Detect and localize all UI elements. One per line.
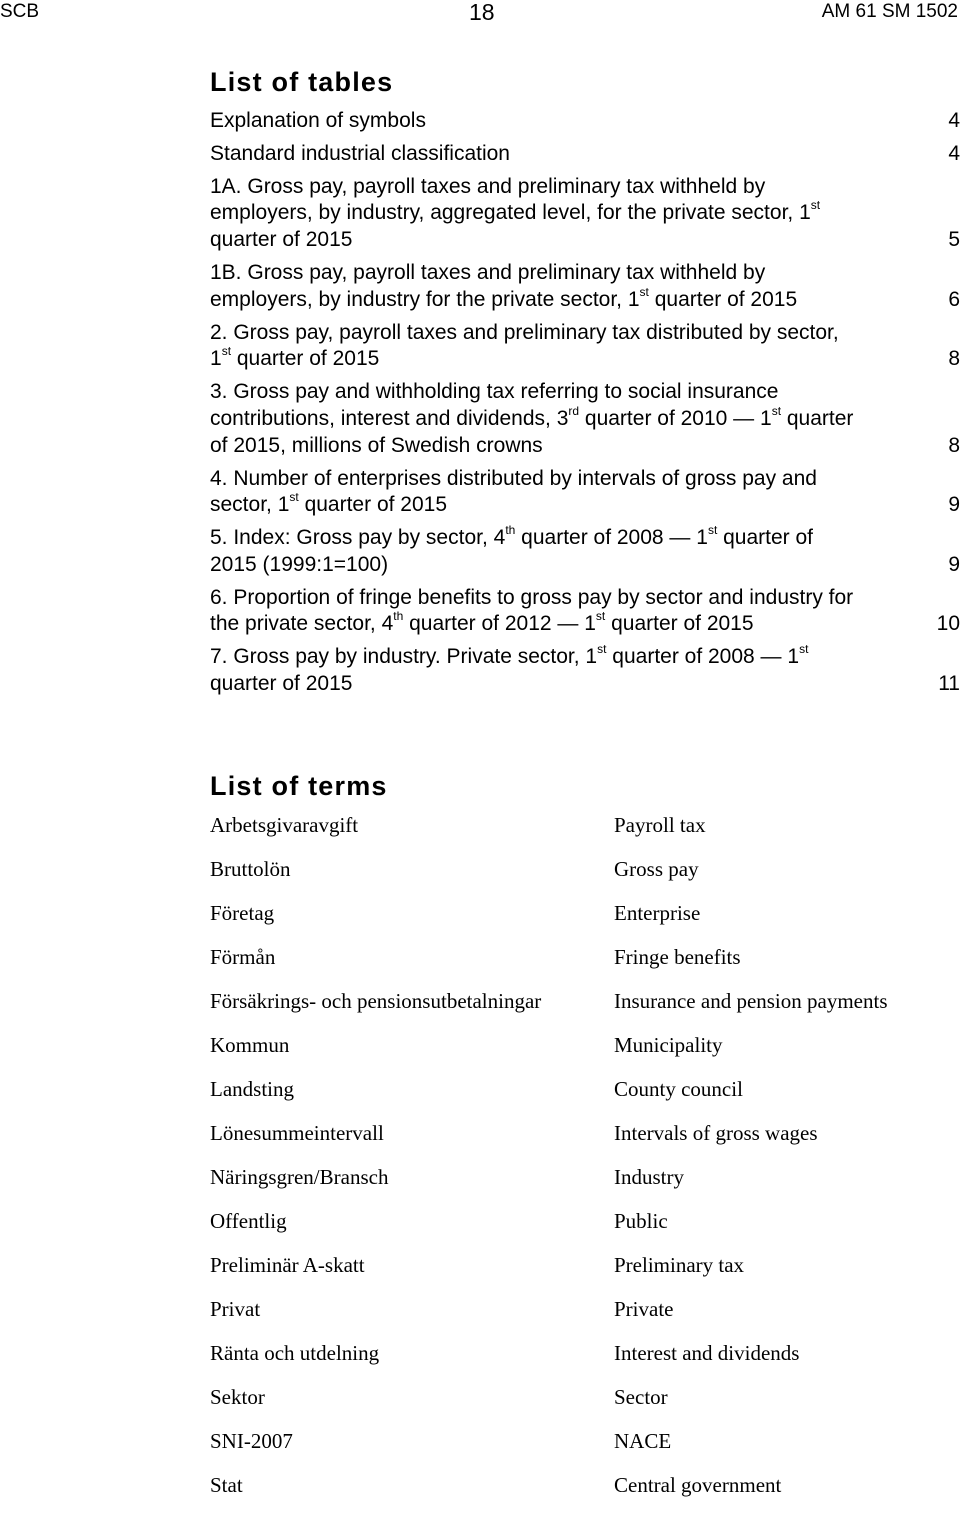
toc-item: [210, 525, 960, 578]
toc-item-text: the private sector, 4th quarter of 2012 — 1st quarter of 2015: [210, 609, 754, 636]
toc-item: [210, 644, 960, 697]
term-english: Private: [614, 1297, 674, 1321]
toc-item-text: employers, by industry for the private sector, 1st quarter of 2015: [210, 284, 798, 311]
toc-item-text: 2. Gross pay, payroll taxes and preliminary tax distributed by sector,: [210, 320, 839, 344]
toc-item-text: 4. Number of enterprises distributed by intervals of gross pay and: [210, 466, 817, 490]
term-swedish: Företag: [210, 901, 275, 925]
term-swedish: Stat: [210, 1473, 243, 1497]
term-row: [210, 1296, 950, 1340]
term-english: Sector: [614, 1385, 668, 1409]
toc-item: [210, 320, 960, 373]
term-english: Central government: [614, 1473, 782, 1497]
toc-item-text: 5. Index: Gross pay by sector, 4th quarter of 2008 — 1st quarter of: [210, 523, 814, 550]
term-swedish: Offentlig: [210, 1209, 287, 1233]
term-row: [210, 1032, 950, 1076]
header-right: AM 61 SM 1502: [821, 1, 958, 22]
term-swedish: Arbetsgivaravgift: [210, 813, 359, 837]
term-swedish: Bruttolön: [210, 857, 291, 881]
toc-item: [210, 141, 960, 168]
toc-item-text: 2015 (1999:1=100): [210, 552, 389, 576]
term-english: Interest and dividends: [614, 1341, 800, 1365]
toc-item-text: 1A. Gross pay, payroll taxes and preliminary tax withheld by: [210, 174, 766, 198]
toc-page-number: 8: [948, 347, 960, 371]
toc-item-text: quarter of 2015: [210, 228, 353, 252]
toc-item-text: 1st quarter of 2015: [210, 344, 380, 371]
term-swedish: Sektor: [210, 1385, 265, 1409]
toc-page-number: 4: [948, 141, 960, 165]
toc-item-text: employers, by industry, aggregated level, for the private sector, 1st: [210, 198, 821, 225]
toc-item: [210, 379, 960, 459]
term-english: Enterprise: [614, 901, 701, 925]
term-row: [210, 812, 950, 856]
toc-item: [210, 466, 960, 519]
term-swedish: SNI-2007: [210, 1429, 293, 1453]
toc-item: [210, 260, 960, 313]
toc-page-number: 10: [936, 612, 960, 636]
list-of-tables: [210, 108, 960, 704]
term-swedish: Näringsgren/Bransch: [210, 1165, 389, 1189]
toc-page-number: 5: [948, 228, 960, 252]
toc-item: [210, 108, 960, 135]
term-row: [210, 1164, 950, 1208]
term-english: Industry: [614, 1165, 684, 1189]
list-of-terms-title: List of terms: [210, 771, 388, 801]
toc-item-text: 1B. Gross pay, payroll taxes and preliminary tax withheld by: [210, 261, 766, 285]
term-english: Gross pay: [614, 857, 699, 881]
term-english: Payroll tax: [614, 813, 706, 837]
list-of-tables-title: List of tables: [210, 67, 394, 97]
toc-page-number: 11: [938, 672, 960, 696]
term-row: [210, 1252, 950, 1296]
term-row: [210, 988, 950, 1032]
term-swedish: Privat: [210, 1297, 261, 1321]
term-swedish: Förmån: [210, 945, 276, 969]
term-swedish: Kommun: [210, 1033, 290, 1057]
toc-page-number: 6: [948, 287, 960, 311]
term-english: Municipality: [614, 1033, 723, 1057]
term-row: [210, 856, 950, 900]
toc-item: [210, 174, 960, 254]
toc-page-number: 9: [948, 493, 960, 517]
toc-item-text: Standard industrial classification: [210, 141, 510, 165]
toc-page-number: 8: [948, 433, 960, 457]
page-number: 18: [469, 0, 495, 25]
term-row: [210, 1208, 950, 1252]
term-english: Preliminary tax: [614, 1253, 745, 1277]
term-row: [210, 900, 950, 944]
term-swedish: Försäkrings- och pensionsutbetalningar: [210, 989, 542, 1013]
toc-page-number: 4: [948, 109, 960, 132]
header-left: SCB: [0, 1, 40, 22]
term-swedish: Ränta och utdelning: [210, 1341, 380, 1365]
term-row: [210, 1472, 950, 1516]
term-row: [210, 1340, 950, 1384]
toc-item-text: of 2015, millions of Swedish crowns: [210, 433, 543, 457]
term-english: Intervals of gross wages: [614, 1121, 818, 1145]
term-row: [210, 1384, 950, 1428]
list-of-terms: [210, 812, 950, 1516]
term-english: Insurance and pension payments: [614, 989, 888, 1013]
toc-item-text: 6. Proportion of fringe benefits to gross pay by sector and industry for: [210, 585, 854, 609]
term-english: Public: [614, 1209, 668, 1233]
term-swedish: Landsting: [210, 1077, 294, 1101]
toc-item-text: quarter of 2015: [210, 672, 353, 696]
term-row: [210, 1120, 950, 1164]
toc-page-number: 9: [948, 552, 960, 576]
term-english: Fringe benefits: [614, 945, 741, 969]
toc-item-text: 3. Gross pay and withholding tax referring to social insurance: [210, 380, 779, 404]
toc-item-text: 7. Gross pay by industry. Private sector, 1st quarter of 2008 — 1st: [210, 642, 809, 669]
toc-item: [210, 585, 960, 638]
toc-item-text: contributions, interest and dividends, 3rd quarter of 2010 — 1st quarter: [210, 403, 854, 430]
term-row: [210, 1076, 950, 1120]
term-swedish: Preliminär A-skatt: [210, 1253, 365, 1277]
toc-item-text: sector, 1st quarter of 2015: [210, 490, 448, 517]
term-english: NACE: [614, 1429, 672, 1453]
term-row: [210, 944, 950, 988]
toc-item-text: Explanation of symbols: [210, 109, 426, 132]
term-row: [210, 1428, 950, 1472]
term-swedish: Lönesummeintervall: [210, 1121, 384, 1145]
term-english: County council: [614, 1077, 743, 1101]
